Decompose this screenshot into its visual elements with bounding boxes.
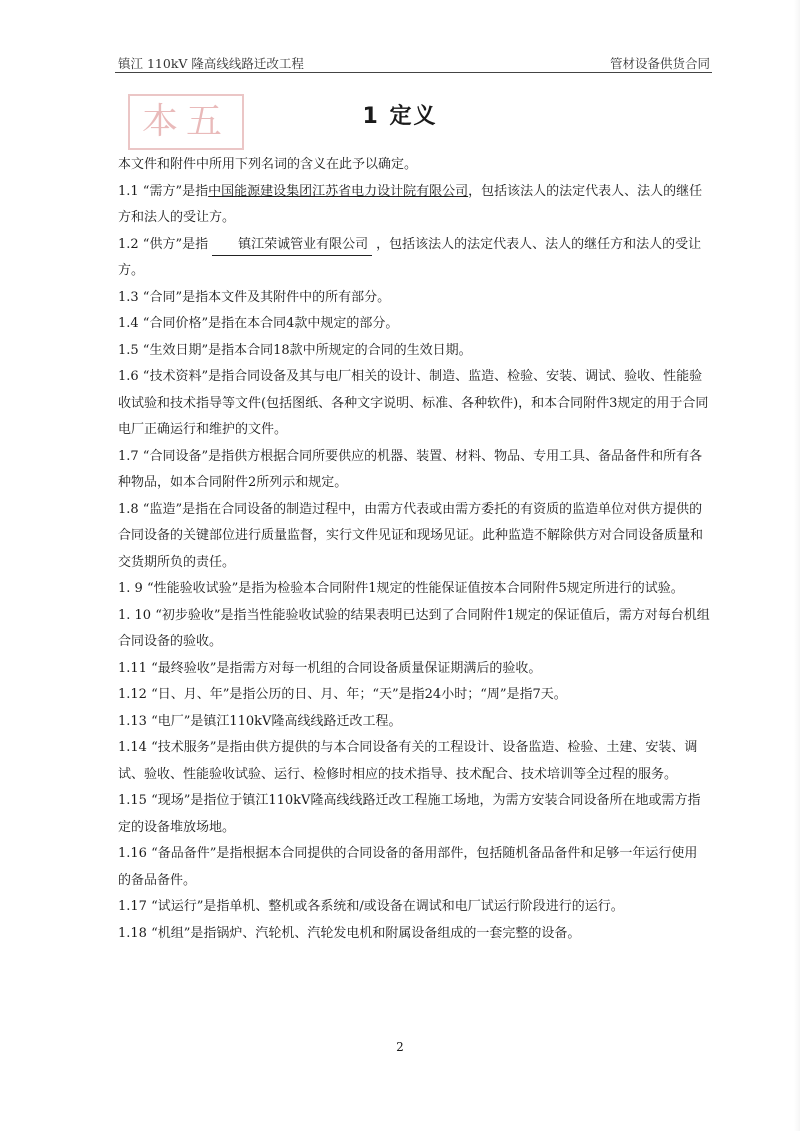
page-number: 2: [396, 1040, 404, 1054]
scan-edge-shadow: [794, 0, 800, 1131]
clause-1-1-prefix: 1.1 “需方”是指: [118, 183, 209, 199]
clause-1-15: 1.15 “现场”是指位于镇江110kV隆高线线路迁改工程施工场地，为需方安装合同设备所在地或需方指定的设备堆放场地。: [118, 793, 701, 835]
header-document-type: 管材设备供货合同: [609, 56, 710, 71]
clause-1-12: 1.12 “日、月、年”是指公历的日、月、年；“天”是指24小时；“周”是指7天。: [118, 687, 567, 702]
clause-1-13: 1.13 “电厂”是镇江110kV隆高线线路迁改工程。: [118, 713, 402, 729]
clause-1-14: 1.14 “技术服务”是指由供方提供的与本合同设备有关的工程设计、设备监造、检验、土建、安装、调试、验收、性能验收试验、运行、检修时相应的技术指导、技术配合、技术培训等全过程的服务。: [118, 740, 698, 782]
clause-1-2: [118, 232, 710, 285]
intro-paragraph: 本文件和附件中所用下列名词的含义在此予以确定。: [118, 157, 418, 172]
clause-1-1: [118, 179, 710, 232]
buyer-name: 中国能源建设集团江苏省电力设计院有限公司: [208, 183, 469, 199]
header-divider: [115, 72, 712, 73]
header-project-name: 镇江 110kV 隆高线线路迁改工程: [118, 56, 304, 71]
clause-1-4: 1.4 “合同价格”是指在本合同4款中规定的部分。: [118, 316, 399, 331]
clause-1-18: 1.18 “机组”是指锅炉、汽轮机、汽轮发电机和附属设备组成的一套完整的设备。: [118, 925, 581, 941]
stamp-seal: 本五: [128, 94, 244, 150]
clause-1-11: 1.11 “最终验收”是指需方对每一机组的合同设备质量保证期满后的验收。: [118, 660, 542, 676]
clause-1-10: 1. 10 “初步验收”是指当性能验收试验的结果表明已达到了合同附件1规定的保证值后，需方对每台机组合同设备的验收。: [118, 607, 710, 649]
clause-1-7: 1.7 “合同设备”是指供方根据合同所要供应的机器、装置、材料、物品、专用工具、备品备件和所有各种物品，如本合同附件2所列示和规定。: [118, 448, 703, 490]
clause-1-9: 1. 9 “性能验收试验”是指为检验本合同附件1规定的性能保证值按本合同附件5规定所进行的试验。: [118, 581, 684, 596]
clause-1-3: 1.3 “合同”是指本文件及其附件中的所有部分。: [118, 289, 391, 305]
section-title: 1 定义: [362, 104, 438, 129]
clause-1-16: 1.16 “备品备件”是指根据本合同提供的合同设备的备用部件，包括随机备品备件和足够一年运行使用的备品备件。: [118, 846, 698, 888]
supplier-name: 镇江荣诚管业有限公司: [212, 235, 372, 256]
clause-1-1-suffix: ，包括该法人的法定代表人、法人的继任方和法人的受让方。: [118, 183, 703, 225]
clause-1-2-suffix: ，包括该法人的法定代表人、法人的继任方和法人的受让方。: [118, 236, 702, 278]
document-body: [118, 152, 710, 947]
clause-1-2-prefix: 1.2 “供方”是指: [118, 236, 209, 252]
clause-1-6: 1.6 “技术资料”是指合同设备及其与电厂相关的设计、制造、监造、检验、安装、调试、验收、性能验收试验和技术指导等文件(包括图纸、各种文字说明、标准、各种软件)，和本合同附件3规定的用于合同电厂正确运行和维护的文件。: [118, 369, 709, 437]
clause-1-17: 1.17 “试运行”是指单机、整机或各系统和/或设备在调试和电厂试运行阶段进行的运行。: [118, 899, 624, 914]
clause-1-8: 1.8 “监造”是指在合同设备的制造过程中，由需方代表或由需方委托的有资质的监造单位对供方提供的合同设备的关键部位进行质量监督，实行文件见证和现场见证。此种监造不解除供方对合同设备质量和交货期所负的责任。: [118, 501, 704, 570]
clause-1-5: 1.5 “生效日期”是指本合同18款中所规定的合同的生效日期。: [118, 342, 472, 358]
